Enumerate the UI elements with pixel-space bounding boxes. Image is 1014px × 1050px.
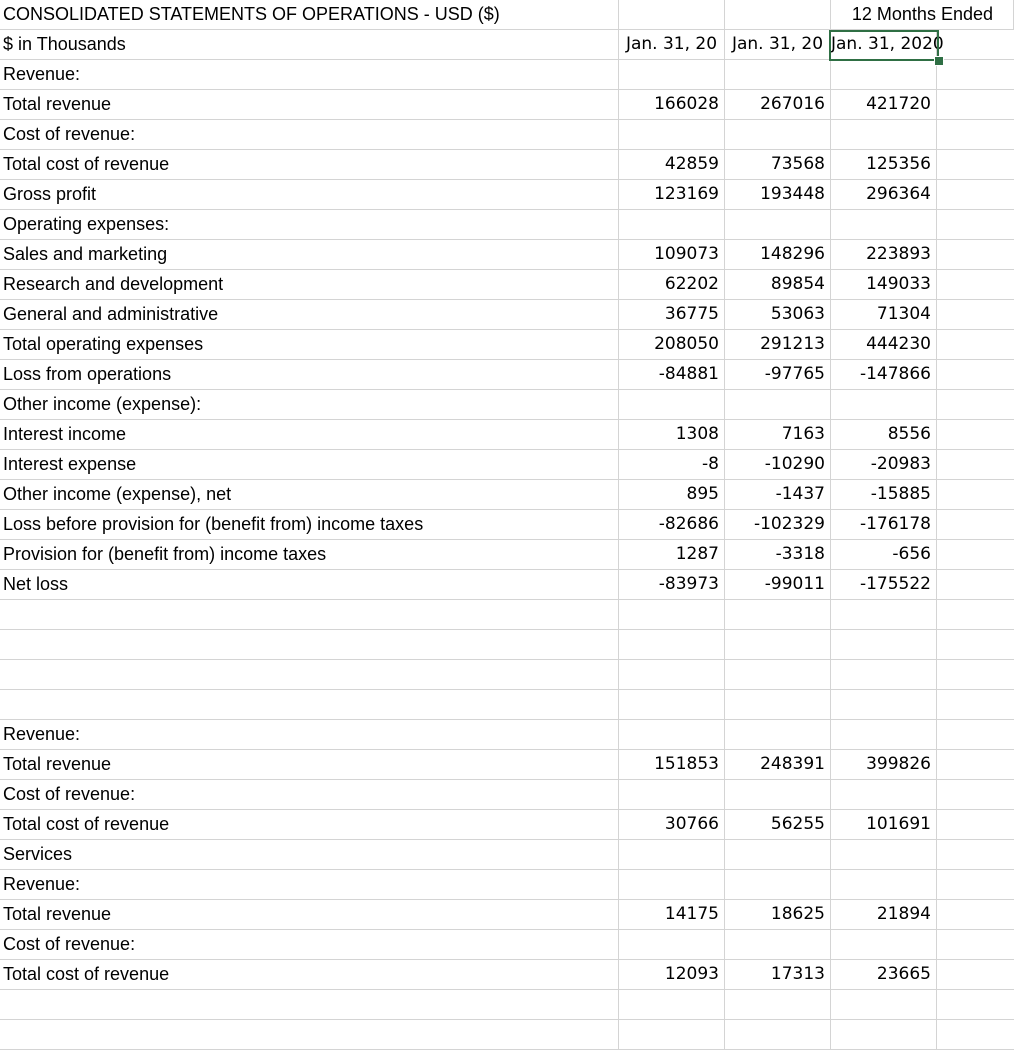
value-cell[interactable]: 208050 — [619, 330, 725, 359]
value-cell[interactable]: -15885 — [831, 480, 937, 509]
empty-cell[interactable] — [937, 600, 1014, 629]
empty-cell[interactable] — [937, 630, 1014, 659]
table-row — [0, 510, 1014, 540]
table-row — [0, 90, 1014, 120]
value-cell[interactable] — [619, 120, 725, 149]
table-row — [0, 840, 1014, 870]
empty-cell[interactable] — [937, 570, 1014, 599]
empty-cell[interactable] — [937, 870, 1014, 899]
row-label-cell[interactable]: Total revenue — [0, 900, 619, 929]
value-cell[interactable] — [725, 390, 831, 419]
row-label-cell[interactable] — [0, 990, 619, 1019]
empty-cell[interactable] — [937, 120, 1014, 149]
empty-cell[interactable] — [937, 480, 1014, 509]
empty-cell[interactable] — [937, 330, 1014, 359]
value-cell[interactable]: 267016 — [725, 90, 831, 119]
row-label-cell[interactable] — [0, 1020, 619, 1049]
value-cell[interactable] — [725, 870, 831, 899]
row-label-cell[interactable]: Total cost of revenue — [0, 810, 619, 839]
empty-cell[interactable] — [937, 180, 1014, 209]
table-row — [0, 540, 1014, 570]
statement-title-cell[interactable]: CONSOLIDATED STATEMENTS OF OPERATIONS - USD ($) — [0, 0, 619, 29]
value-cell[interactable]: 7163 — [725, 420, 831, 449]
table-row — [0, 660, 1014, 690]
table-row — [0, 240, 1014, 270]
header-empty-cell[interactable] — [725, 0, 831, 29]
value-cell[interactable] — [831, 870, 937, 899]
value-cell[interactable]: 1308 — [619, 420, 725, 449]
table-row — [0, 210, 1014, 240]
value-cell[interactable]: 101691 — [831, 810, 937, 839]
table-row — [0, 570, 1014, 600]
row-label-cell[interactable] — [0, 690, 619, 719]
table-row — [0, 750, 1014, 780]
value-cell[interactable]: 62202 — [619, 270, 725, 299]
table-row — [0, 990, 1014, 1020]
row-label-cell[interactable]: Other income (expense): — [0, 390, 619, 419]
empty-cell[interactable] — [937, 510, 1014, 539]
row-label-cell[interactable]: Total cost of revenue — [0, 960, 619, 989]
table-row — [0, 780, 1014, 810]
row-label-cell[interactable]: Operating expenses: — [0, 210, 619, 239]
empty-cell[interactable] — [937, 690, 1014, 719]
value-cell[interactable]: 399826 — [831, 750, 937, 779]
empty-cell[interactable] — [937, 360, 1014, 389]
header-row-title — [0, 0, 1014, 30]
row-label-cell[interactable]: Services — [0, 840, 619, 869]
value-cell[interactable]: 166028 — [619, 90, 725, 119]
value-cell[interactable] — [619, 720, 725, 749]
value-cell[interactable]: 30766 — [619, 810, 725, 839]
empty-cell[interactable] — [937, 420, 1014, 449]
value-cell[interactable] — [831, 780, 937, 809]
value-cell[interactable] — [831, 660, 937, 689]
value-cell[interactable]: -3318 — [725, 540, 831, 569]
value-cell[interactable]: 1287 — [619, 540, 725, 569]
empty-cell[interactable] — [937, 960, 1014, 989]
column-date-1[interactable]: Jan. 31, 20 — [619, 30, 725, 59]
table-row — [0, 930, 1014, 960]
value-cell[interactable]: -656 — [831, 540, 937, 569]
value-cell[interactable] — [831, 630, 937, 659]
value-cell[interactable] — [831, 930, 937, 959]
value-cell[interactable]: 291213 — [725, 330, 831, 359]
value-cell[interactable] — [831, 990, 937, 1019]
row-label-cell[interactable]: Revenue: — [0, 720, 619, 749]
value-cell[interactable]: -99011 — [725, 570, 831, 599]
value-cell[interactable]: -83973 — [619, 570, 725, 599]
value-cell[interactable] — [725, 600, 831, 629]
row-label-cell[interactable]: Loss from operations — [0, 360, 619, 389]
value-cell[interactable]: -102329 — [725, 510, 831, 539]
value-cell[interactable]: -20983 — [831, 450, 937, 479]
value-cell[interactable]: -176178 — [831, 510, 937, 539]
period-group-label: 12 Months Ended — [831, 0, 1014, 29]
table-row — [0, 390, 1014, 420]
value-cell[interactable]: 17313 — [725, 960, 831, 989]
empty-cell[interactable] — [937, 780, 1014, 809]
table-row — [0, 420, 1014, 450]
table-row — [0, 360, 1014, 390]
table-row — [0, 720, 1014, 750]
row-label-cell[interactable]: Other income (expense), net — [0, 480, 619, 509]
value-cell[interactable]: 23665 — [831, 960, 937, 989]
value-cell[interactable]: -97765 — [725, 360, 831, 389]
empty-cell[interactable] — [937, 900, 1014, 929]
value-cell[interactable]: -175522 — [831, 570, 937, 599]
value-cell[interactable] — [725, 210, 831, 239]
row-label-cell[interactable]: Revenue: — [0, 60, 619, 89]
value-cell[interactable]: 56255 — [725, 810, 831, 839]
value-cell[interactable] — [725, 630, 831, 659]
header-empty-cell[interactable] — [619, 0, 725, 29]
table-row — [0, 900, 1014, 930]
value-cell[interactable] — [619, 210, 725, 239]
value-cell[interactable] — [725, 840, 831, 869]
empty-cell[interactable] — [937, 720, 1014, 749]
value-cell[interactable] — [725, 1020, 831, 1049]
value-cell[interactable] — [725, 720, 831, 749]
empty-cell[interactable] — [937, 60, 1014, 89]
empty-cell[interactable] — [937, 750, 1014, 779]
value-cell[interactable] — [619, 630, 725, 659]
value-cell[interactable] — [831, 690, 937, 719]
row-label-cell[interactable]: Total revenue — [0, 750, 619, 779]
value-cell[interactable] — [619, 990, 725, 1019]
value-cell[interactable]: 18625 — [725, 900, 831, 929]
row-label-cell[interactable]: Revenue: — [0, 870, 619, 899]
table-row — [0, 600, 1014, 630]
table-row — [0, 150, 1014, 180]
value-cell[interactable]: 21894 — [831, 900, 937, 929]
row-label-cell[interactable]: Provision for (benefit from) income taxes — [0, 540, 619, 569]
value-cell[interactable] — [831, 210, 937, 239]
value-cell[interactable]: 148296 — [725, 240, 831, 269]
value-cell[interactable]: -8 — [619, 450, 725, 479]
row-label-cell[interactable]: Total revenue — [0, 90, 619, 119]
value-cell[interactable] — [725, 690, 831, 719]
table-row — [0, 1020, 1014, 1050]
value-cell[interactable] — [831, 1020, 937, 1049]
value-cell[interactable]: -84881 — [619, 360, 725, 389]
row-label-cell[interactable]: Loss before provision for (benefit from) income taxes — [0, 510, 619, 539]
value-cell[interactable] — [725, 660, 831, 689]
table-row — [0, 450, 1014, 480]
empty-cell[interactable] — [937, 150, 1014, 179]
empty-cell[interactable] — [937, 1020, 1014, 1049]
value-cell[interactable]: 296364 — [831, 180, 937, 209]
row-label-cell[interactable]: Sales and marketing — [0, 240, 619, 269]
value-cell[interactable] — [725, 930, 831, 959]
table-row — [0, 480, 1014, 510]
row-label-cell[interactable]: Cost of revenue: — [0, 780, 619, 809]
value-cell[interactable] — [619, 60, 725, 89]
row-label-cell[interactable]: Cost of revenue: — [0, 120, 619, 149]
empty-cell[interactable] — [937, 840, 1014, 869]
units-cell[interactable]: $ in Thousands — [0, 30, 619, 59]
row-label-cell[interactable]: Gross profit — [0, 180, 619, 209]
value-cell[interactable] — [619, 660, 725, 689]
row-label-cell[interactable]: Total cost of revenue — [0, 150, 619, 179]
empty-cell[interactable] — [937, 540, 1014, 569]
row-label-cell[interactable]: Cost of revenue: — [0, 930, 619, 959]
value-cell[interactable]: 89854 — [725, 270, 831, 299]
value-cell[interactable]: 71304 — [831, 300, 937, 329]
value-cell[interactable] — [619, 930, 725, 959]
value-cell[interactable]: -10290 — [725, 450, 831, 479]
empty-cell[interactable] — [937, 240, 1014, 269]
value-cell[interactable]: 421720 — [831, 90, 937, 119]
table-row — [0, 180, 1014, 210]
value-cell[interactable]: 895 — [619, 480, 725, 509]
row-label-cell[interactable]: Total operating expenses — [0, 330, 619, 359]
value-cell[interactable]: -147866 — [831, 360, 937, 389]
value-cell[interactable] — [619, 600, 725, 629]
table-row — [0, 870, 1014, 900]
empty-cell[interactable] — [937, 390, 1014, 419]
value-cell[interactable]: -1437 — [725, 480, 831, 509]
empty-cell[interactable] — [937, 90, 1014, 119]
value-cell[interactable] — [619, 840, 725, 869]
value-cell[interactable] — [831, 600, 937, 629]
table-row — [0, 60, 1014, 90]
empty-cell[interactable] — [937, 270, 1014, 299]
empty-cell[interactable] — [937, 210, 1014, 239]
row-label-cell[interactable] — [0, 630, 619, 659]
value-cell[interactable] — [831, 840, 937, 869]
value-cell[interactable] — [831, 60, 937, 89]
value-cell[interactable] — [725, 780, 831, 809]
empty-cell[interactable] — [937, 810, 1014, 839]
value-cell[interactable]: 123169 — [619, 180, 725, 209]
value-cell[interactable] — [725, 990, 831, 1019]
empty-cell[interactable] — [937, 30, 1014, 59]
value-cell[interactable]: 42859 — [619, 150, 725, 179]
value-cell[interactable] — [619, 390, 725, 419]
row-label-cell[interactable]: General and administrative — [0, 300, 619, 329]
row-label-cell[interactable]: Interest expense — [0, 450, 619, 479]
value-cell[interactable]: 12093 — [619, 960, 725, 989]
value-cell[interactable]: 151853 — [619, 750, 725, 779]
row-label-cell[interactable] — [0, 600, 619, 629]
value-cell[interactable]: 248391 — [725, 750, 831, 779]
header-row-dates — [0, 30, 1014, 60]
value-cell[interactable] — [725, 60, 831, 89]
value-cell[interactable]: 193448 — [725, 180, 831, 209]
empty-cell[interactable] — [937, 990, 1014, 1019]
value-cell[interactable] — [619, 780, 725, 809]
value-cell[interactable]: 53063 — [725, 300, 831, 329]
empty-cell[interactable] — [937, 930, 1014, 959]
value-cell[interactable]: 8556 — [831, 420, 937, 449]
value-cell[interactable] — [725, 120, 831, 149]
value-cell[interactable]: 125356 — [831, 150, 937, 179]
value-cell[interactable]: -82686 — [619, 510, 725, 539]
table-row — [0, 330, 1014, 360]
value-cell[interactable]: 109073 — [619, 240, 725, 269]
value-cell[interactable] — [619, 1020, 725, 1049]
value-cell[interactable]: 149033 — [831, 270, 937, 299]
empty-cell[interactable] — [937, 450, 1014, 479]
row-label-cell[interactable]: Net loss — [0, 570, 619, 599]
empty-cell[interactable] — [937, 300, 1014, 329]
column-date-3[interactable]: Jan. 31, 2020 — [831, 30, 937, 59]
value-cell[interactable]: 14175 — [619, 900, 725, 929]
empty-cell[interactable] — [937, 660, 1014, 689]
row-label-cell[interactable]: Research and development — [0, 270, 619, 299]
column-date-2[interactable]: Jan. 31, 20 — [725, 30, 831, 59]
table-row — [0, 120, 1014, 150]
table-row — [0, 960, 1014, 990]
value-cell[interactable]: 36775 — [619, 300, 725, 329]
row-label-cell[interactable] — [0, 660, 619, 689]
fill-handle[interactable] — [934, 56, 944, 66]
table-row — [0, 300, 1014, 330]
table-row — [0, 270, 1014, 300]
value-cell[interactable]: 73568 — [725, 150, 831, 179]
table-row — [0, 690, 1014, 720]
value-cell[interactable]: 223893 — [831, 240, 937, 269]
value-cell[interactable] — [831, 120, 937, 149]
value-cell[interactable] — [619, 690, 725, 719]
value-cell[interactable]: 444230 — [831, 330, 937, 359]
row-label-cell[interactable]: Interest income — [0, 420, 619, 449]
value-cell[interactable] — [619, 870, 725, 899]
table-row — [0, 630, 1014, 660]
table-row — [0, 810, 1014, 840]
value-cell[interactable] — [831, 390, 937, 419]
value-cell[interactable] — [831, 720, 937, 749]
